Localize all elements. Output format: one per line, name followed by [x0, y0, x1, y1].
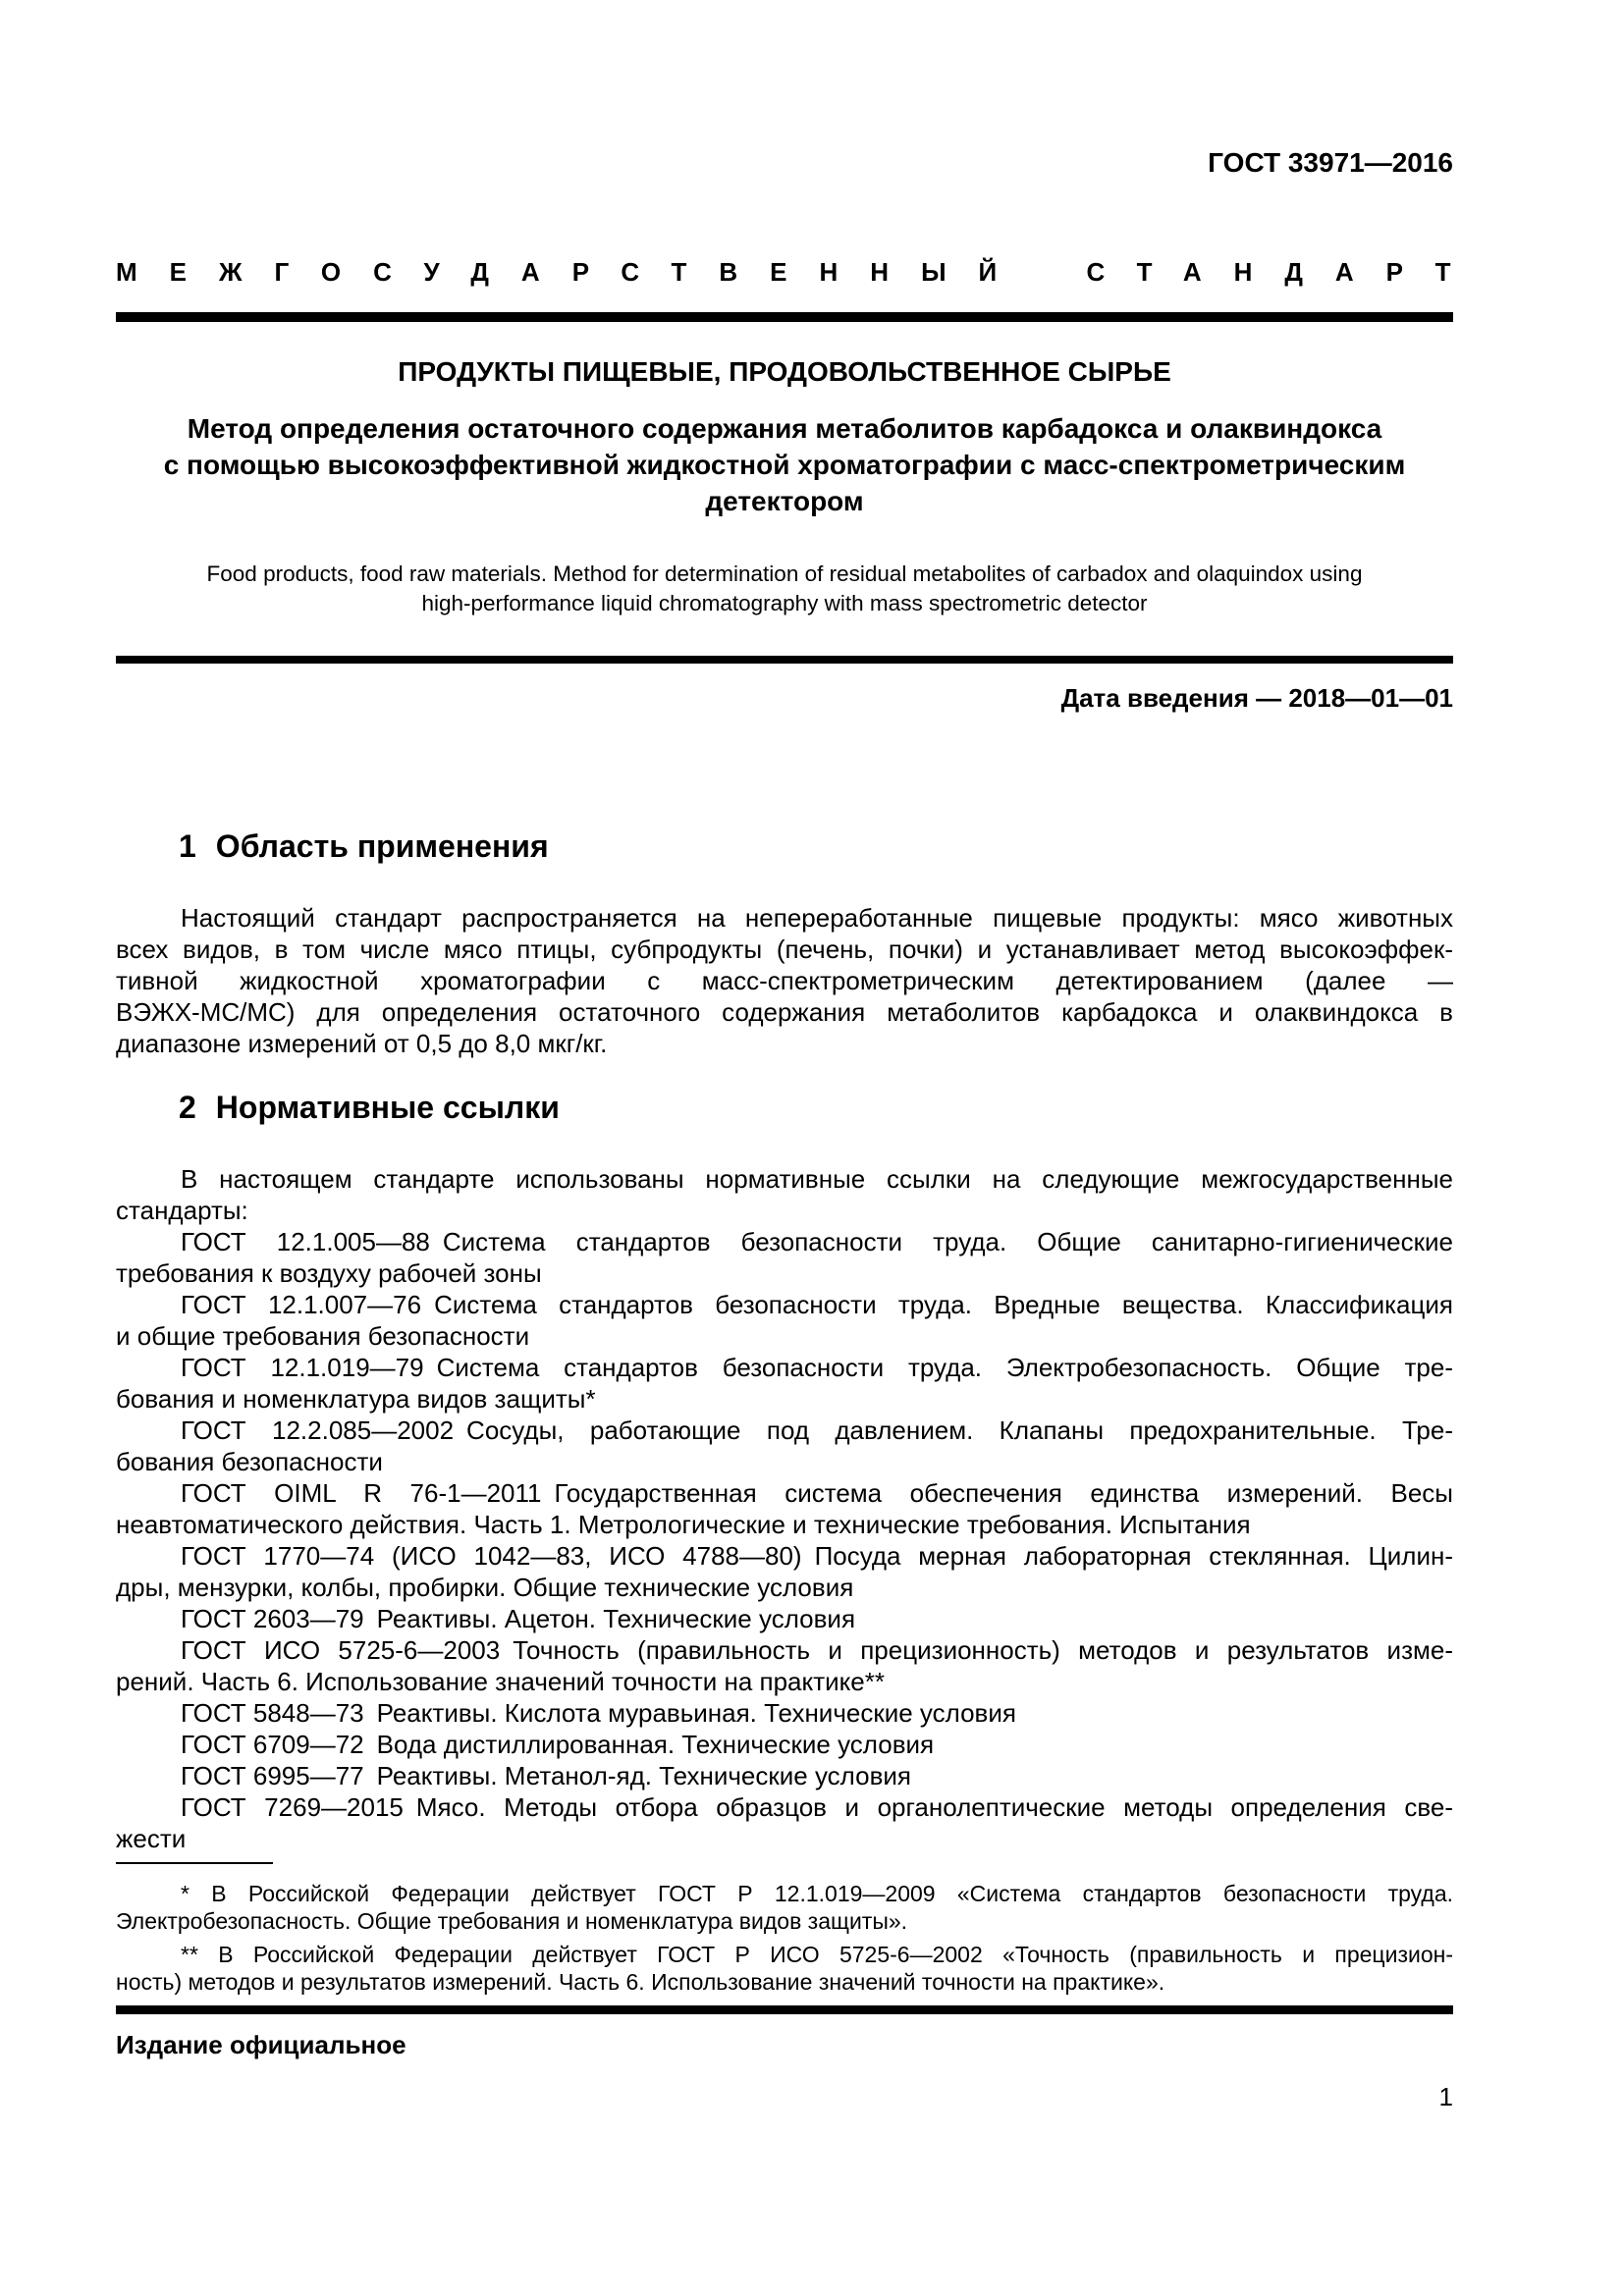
section-body [116, 1163, 1453, 1854]
divider-bar-top [116, 312, 1453, 322]
text-line: ГОСТ 12.1.005—88 Система стандартов безопасности труда. Общие санитарно-гигиенические [181, 1227, 1453, 1256]
text-line: неавтоматического действия. Часть 1. Метрологические и технические требования. Испытания [116, 1510, 1251, 1539]
sections-container [116, 828, 1453, 1854]
document-title-ru: ПРОДУКТЫ ПИЩЕВЫЕ, ПРОДОВОЛЬСТВЕННОЕ СЫРЬЕ [398, 356, 1171, 387]
text-line: всех видов, в том числе мясо птицы, субпродукты (печень, почки) и устанавливает метод высокоэффек- [116, 934, 1453, 964]
title-en-line: high-performance liquid chromatography with mass spectrometric detector [421, 591, 1148, 615]
paragraph [116, 1540, 1453, 1603]
text-line: жести [116, 1824, 187, 1853]
text-line: тивной жидкостной хроматографии с масс-спектрометрическим детектированием (далее — [116, 966, 1453, 995]
text-line: ГОСТ 1770—74 (ИСО 1042—83, ИСО 4788—80) Посуда мерная лабораторная стеклянная. Цилин- [181, 1541, 1453, 1571]
paragraph [116, 1791, 1453, 1854]
text-line: ГОСТ 5848—73 Реактивы. Кислота муравьиная. Технические условия [181, 1698, 1016, 1728]
text-line: рений. Часть 6. Использование значений точности на практике** [116, 1667, 885, 1696]
title-en-line: Food products, food raw materials. Method for determination of residual metabolites of carbadox and olaquindox using [206, 561, 1363, 586]
text-line: ** В Российской Федерации действует ГОСТ Р ИСО 5725-6—2002 «Точность (правильность и прецизион- [181, 1942, 1453, 1967]
text-line: ГОСТ ИСО 5725-6—2003 Точность (правильность и прецизионность) методов и результатов изме- [181, 1635, 1453, 1665]
text-line: В настоящем стандарте использованы нормативные ссылки на следующие межгосударственные [181, 1164, 1453, 1194]
subtitle-line: Метод определения остаточного содержания метаболитов карбадокса и олаквиндокса [187, 413, 1382, 444]
paragraph [116, 1477, 1453, 1540]
doc-code: ГОСТ 33971—2016 [1208, 147, 1453, 178]
edition-note: Издание официальное [116, 2030, 406, 2059]
content-column [116, 0, 1484, 2111]
text-line: стандарты: [116, 1196, 248, 1225]
text-line: ГОСТ 12.1.007—76 Система стандартов безопасности труда. Вредные вещества. Классификация [181, 1290, 1453, 1319]
paragraph [116, 1226, 1453, 1289]
divider-bar-middle [116, 656, 1453, 664]
text-line: ГОСТ 7269—2015 Мясо. Методы отбора образцов и органолептические методы определения све- [181, 1792, 1453, 1822]
introduction-date: Дата введения — 2018—01—01 [1060, 683, 1453, 713]
text-line: ГОСТ 6709—72 Вода дистиллированная. Технические условия [181, 1730, 935, 1759]
section-body [116, 902, 1453, 1059]
text-line: Электробезопасность. Общие требования и номенклатура видов защиты». [116, 1908, 908, 1934]
divider-bar-bottom [116, 2005, 1453, 2014]
section-title: Нормативные ссылки [215, 1090, 560, 1125]
section-heading [179, 1089, 1453, 1126]
paragraph [116, 1880, 1453, 1935]
paragraph [116, 1729, 1453, 1760]
text-line: дры, мензурки, колбы, пробирки. Общие технические условия [116, 1573, 854, 1602]
text-line: бования безопасности [116, 1447, 383, 1476]
footnote-divider [116, 1862, 273, 1864]
paragraph [116, 1634, 1453, 1697]
document-subtitle-ru [116, 410, 1453, 519]
paragraph [116, 1289, 1453, 1352]
text-line: ВЭЖХ-МС/МС) для определения остаточного содержания метаболитов карбадокса и олаквиндокса в [116, 997, 1453, 1027]
section-heading [179, 828, 1453, 865]
paragraph [116, 1941, 1453, 1996]
text-line: * В Российской Федерации действует ГОСТ Р 12.1.019—2009 «Система стандартов безопасности труда. [181, 1881, 1453, 1906]
paragraph [116, 1163, 1453, 1226]
text-line: диапазоне измерений от 0,5 до 8,0 мкг/кг. [116, 1029, 608, 1058]
paragraph [116, 1415, 1453, 1477]
section-number: 1 [179, 828, 196, 864]
subtitle-line: детектором [705, 486, 864, 516]
text-line: Настоящий стандарт распространяется на непереработанные пищевые продукты: мясо животных [181, 903, 1453, 933]
document-title-en [116, 560, 1453, 618]
text-line: ГОСТ 12.2.085—2002 Сосуды, работающие под давлением. Клапаны предохранительные. Тре- [181, 1415, 1453, 1445]
text-line: ГОСТ OIML R 76-1—2011 Государственная система обеспечения единства измерений. Весы [181, 1478, 1453, 1508]
text-line: ность) методов и результатов измерений. Часть 6. Использование значений точности на практике». [116, 1969, 1165, 1995]
paragraph [116, 1352, 1453, 1415]
text-line: требования к воздуху рабочей зоны [116, 1258, 542, 1288]
text-line: ГОСТ 6995—77 Реактивы. Метанол-яд. Технические условия [181, 1761, 912, 1790]
standard-type-banner: МЕЖГОСУДАРСТВЕННЫЙ СТАНДАРТ [116, 257, 1484, 287]
paragraph [116, 902, 1453, 1059]
footnotes-container [116, 1880, 1453, 1996]
paragraph [116, 1760, 1453, 1791]
paragraph [116, 1603, 1453, 1634]
subtitle-line: с помощью высокоэффективной жидкостной хроматографии с масс-спектрометрическим [163, 450, 1406, 480]
page-number: 1 [1438, 2082, 1453, 2111]
text-line: бования и номенклатура видов защиты* [116, 1384, 596, 1414]
section-number: 2 [179, 1090, 196, 1125]
paragraph [116, 1697, 1453, 1729]
text-line: и общие требования безопасности [116, 1321, 530, 1351]
text-line: ГОСТ 2603—79 Реактивы. Ацетон. Технические условия [181, 1604, 856, 1633]
text-line: ГОСТ 12.1.019—79 Система стандартов безопасности труда. Электробезопасность. Общие тре- [181, 1353, 1453, 1382]
section-title: Область применения [215, 828, 549, 864]
